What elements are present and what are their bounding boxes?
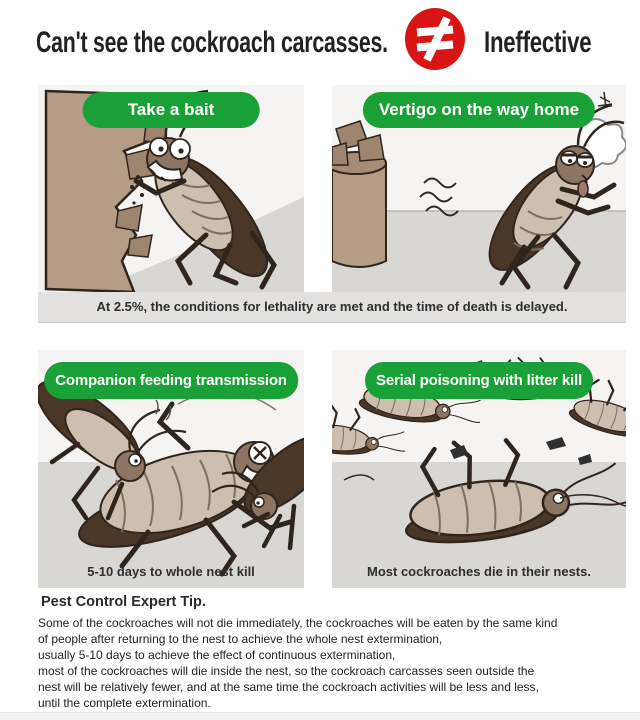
bait-mound xyxy=(332,121,386,267)
section-divider xyxy=(0,712,640,720)
tip-line: usually 5-10 days to achieve the effect of continuous extermination, xyxy=(38,648,396,662)
row1-caption: At 2.5%, the conditions for lethality are met and the time of death is delayed. xyxy=(38,292,626,323)
panel-vertigo xyxy=(332,85,626,292)
panel-3-label: Companion feeding transmission xyxy=(44,362,298,399)
expert-tip-body xyxy=(38,615,557,711)
panel-1-label: Take a bait xyxy=(83,92,260,128)
panel-3-caption: 5-10 days to whole nest kill xyxy=(87,564,255,579)
tip-line: nest will be relatively fewer, and at the same time the cockroach activities will be less and less, xyxy=(38,680,539,694)
tip-line: of people after returning to the nest to achieve the whole nest extermination, xyxy=(38,632,443,646)
panel-4-label: Serial poisoning with litter kill xyxy=(365,362,593,399)
tip-line: Some of the cockroaches will not die immediately, the cockroaches will be eaten by the same kind xyxy=(38,616,558,630)
panel-companion-feeding xyxy=(38,350,304,588)
panel-serial-poisoning xyxy=(332,350,626,588)
verdict-label: Ineffective xyxy=(484,26,592,59)
tip-line: until the complete extermination. xyxy=(38,696,211,710)
page-title: Can't see the cockroach carcasses. xyxy=(36,26,388,59)
panel-2-label: Vertigo on the way home xyxy=(363,92,595,128)
panel-take-a-bait xyxy=(38,85,304,292)
panel-4-caption: Most cockroaches die in their nests. xyxy=(367,564,591,579)
not-equal-icon xyxy=(404,8,466,70)
expert-tip-heading: Pest Control Expert Tip. xyxy=(41,594,206,610)
tip-line: most of the cockroaches will die inside the nest, so the cockroach carcasses seen outside the xyxy=(38,664,535,678)
